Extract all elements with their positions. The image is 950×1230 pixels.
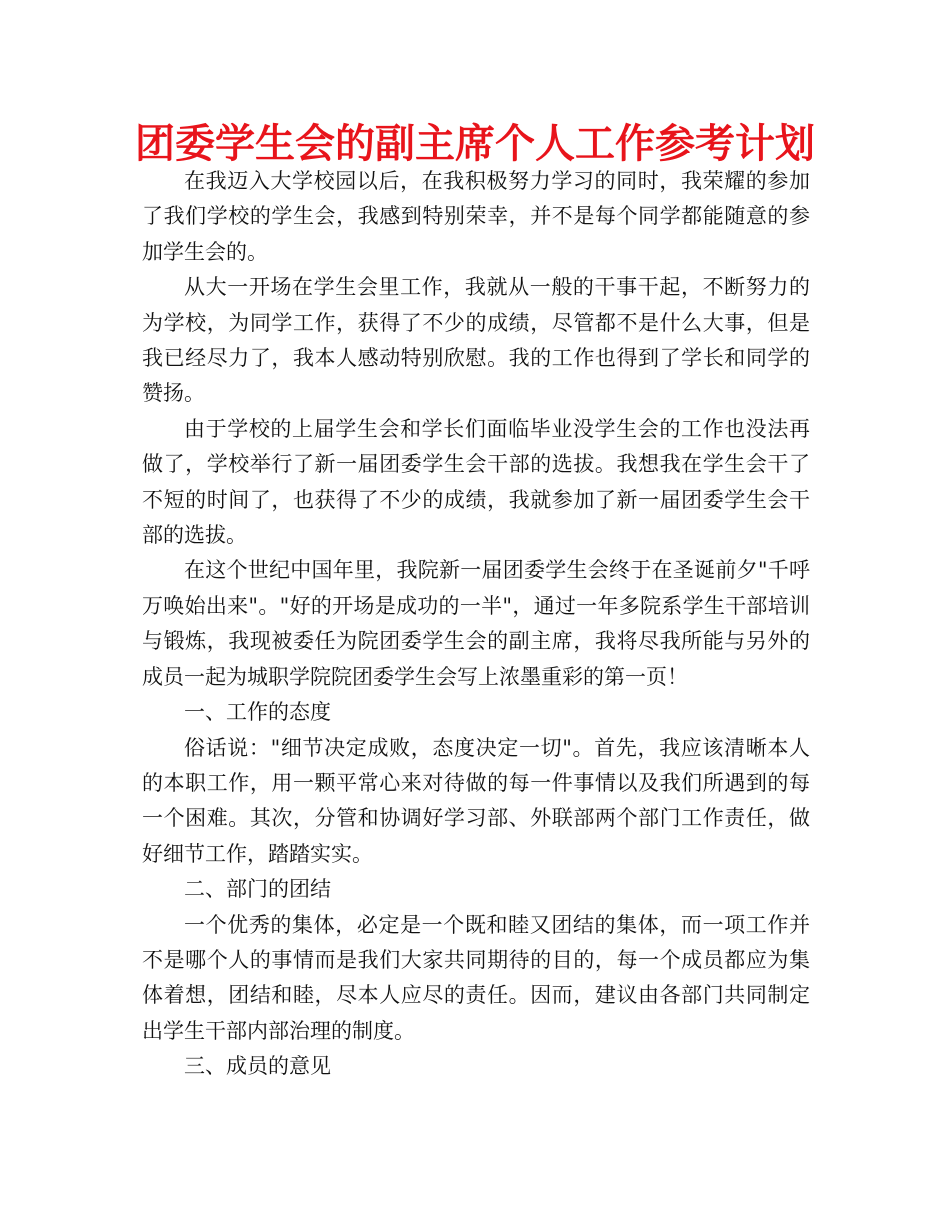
paragraph-1: 在我迈入大学校园以后，在我积极努力学习的同时，我荣耀的参加了我们学校的学生会，我感到特别荣幸，并不是每个同学都能随意的参加学生会的。 [142,169,810,264]
section-heading-unity: 二、部门的团结 [184,877,331,902]
paragraph-6: 一个优秀的集体，必定是一个既和睦又团结的集体，而一项工作并不是哪个人的事情而是我们大家共同期待的目的，每一个成员都应为集体着想，团结和睦，尽本人应尽的责任。因而，建议由各部门共同制定出学生干部内部治理的制度。 [142,912,810,1043]
section-heading-attitude: 一、工作的态度 [184,700,331,725]
paragraph-3: 由于学校的上届学生会和学长们面临毕业没学生会的工作也没法再做了，学校举行了新一届团委学生会干部的选拔。我想我在学生会干了不短的时间了，也获得了不少的成绩，我就参加了新一届团委学生会干部的选拔。 [142,416,810,548]
paragraph-2: 从大一开场在学生会里工作，我就从一般的干事干起，不断努力的为学校，为同学工作，获得了不少的成绩，尽管都不是什么大事，但是我已经尽力了，我本人感动特别欣慰。我的工作也得到了学长和同学的赞扬。 [142,275,810,406]
section-heading-opinions: 三、成员的意见 [184,1054,331,1079]
paragraph-5: 俗话说："细节决定成败，态度决定一切"。首先，我应该清晰本人的本职工作，用一颗平常心来对待做的每一件事情以及我们所遇到的每一个困难。其次，分管和协调好学习部、外联部两个部门工作责任，做好细节工作，踏踏实实。 [142,735,810,866]
document-body [142,164,810,1085]
paragraph-4: 在这个世纪中国年里，我院新一届团委学生会终于在圣诞前夕"千呼万唤始出来"。"好的开场是成功的一半"，通过一年多院系学生干部培训与锻炼，我现被委任为院团委学生会的副主席，我将尽我所能与另外的成员一起为城职学院院团委学生会写上浓墨重彩的第一页！ [142,558,810,689]
document-title: 团委学生会的副主席个人工作参考计划 [135,121,815,167]
